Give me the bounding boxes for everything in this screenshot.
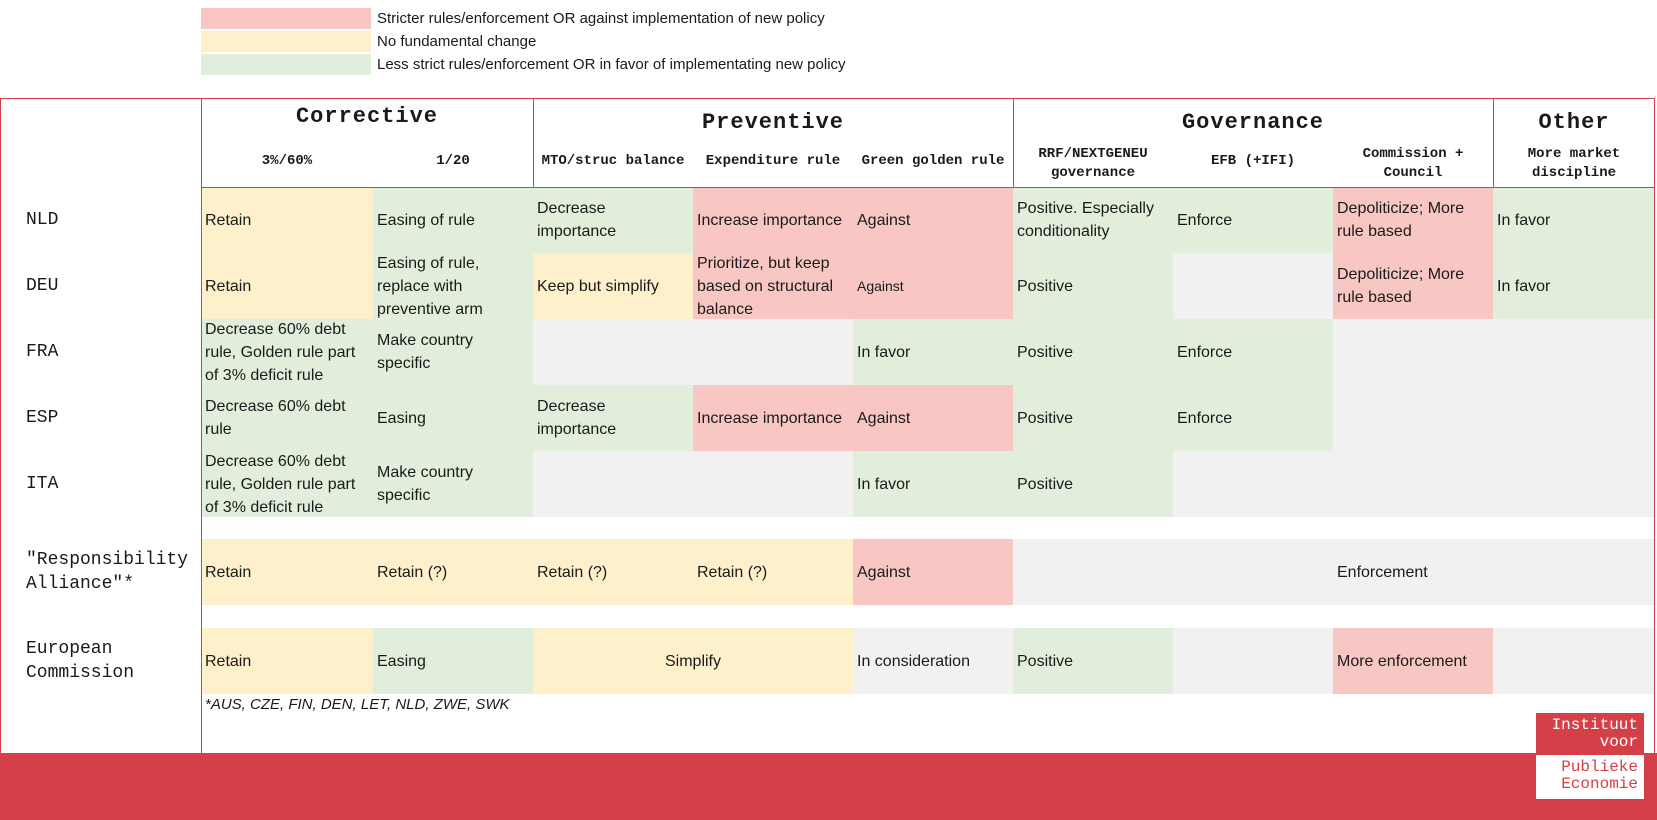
cell-ita-c2: Make country specific bbox=[373, 451, 533, 517]
cell-fra-c8-c9 bbox=[1333, 319, 1654, 385]
cell-ra-c6-c7 bbox=[1013, 539, 1333, 605]
col-header-market-discipline: More market discipline bbox=[1527, 146, 1621, 181]
group-other: Other bbox=[1538, 110, 1610, 135]
col-header-1-20: 1/20 bbox=[436, 152, 470, 169]
cell-ec-c7 bbox=[1173, 628, 1333, 694]
column-divider bbox=[201, 98, 202, 753]
cell-ec-c5: In consideration bbox=[853, 628, 1013, 694]
cell-ra-c2: Retain (?) bbox=[373, 539, 533, 605]
cell-ec-c6: Positive bbox=[1013, 628, 1173, 694]
col-header-commission-council: Commission + Council bbox=[1362, 146, 1464, 181]
legend-swatch-red bbox=[201, 8, 371, 29]
col-header-green-golden: Green golden rule bbox=[861, 152, 1005, 169]
col-header-rrf: RRF/NEXTGENEU governance bbox=[1038, 146, 1148, 181]
legend-item-less-strict bbox=[201, 53, 846, 76]
footer-bar bbox=[0, 753, 1657, 820]
legend-label: Less strict rules/enforcement OR in favor of implementating new policy bbox=[377, 56, 846, 73]
cell-nld-c8: Depoliticize; More rule based bbox=[1333, 187, 1493, 253]
cell-deu-c9: In favor bbox=[1493, 253, 1654, 319]
legend-item-no-change bbox=[201, 30, 846, 53]
cell-ec-c8: More enforcement bbox=[1333, 628, 1493, 694]
cell-ita-c6: Positive bbox=[1013, 451, 1173, 517]
legend-item-stricter bbox=[201, 7, 846, 30]
cell-deu-c7 bbox=[1173, 253, 1333, 319]
cell-esp-c6: Positive bbox=[1013, 385, 1173, 451]
group-preventive: Preventive bbox=[701, 110, 845, 135]
row-label-esp: ESP bbox=[26, 408, 59, 428]
cell-ita-c7-c9 bbox=[1173, 451, 1654, 517]
cell-ec-c1: Retain bbox=[201, 628, 373, 694]
cell-ra-c4: Retain (?) bbox=[693, 539, 853, 605]
cell-deu-c3: Keep but simplify bbox=[533, 253, 693, 319]
cell-esp-c3: Decrease importance bbox=[533, 385, 693, 451]
logo-text: Instituut bbox=[1551, 716, 1638, 734]
cell-ra-c5: Against bbox=[853, 539, 1013, 605]
cell-nld-c7: Enforce bbox=[1173, 187, 1333, 253]
col-header-mto: MTO/struc balance bbox=[541, 152, 685, 169]
cell-fra-c7: Enforce bbox=[1173, 319, 1333, 385]
cell-ita-c5: In favor bbox=[853, 451, 1013, 517]
group-corrective: Corrective bbox=[295, 104, 439, 129]
cell-nld-c6: Positive. Especially conditionality bbox=[1013, 187, 1173, 253]
cell-deu-c8: Depoliticize; More rule based bbox=[1333, 253, 1493, 319]
cell-fra-c3-c4 bbox=[533, 319, 853, 385]
cell-esp-c5: Against bbox=[853, 385, 1013, 451]
cell-ec-c2: Easing bbox=[373, 628, 533, 694]
row-label-european-commission: European Commission bbox=[26, 639, 135, 683]
logo-economie bbox=[1536, 755, 1644, 799]
cell-fra-c1: Decrease 60% debt rule, Golden rule part of 3% deficit rule bbox=[201, 319, 373, 385]
cell-ita-c3-c4 bbox=[533, 451, 853, 517]
cell-deu-c1: Retain bbox=[201, 253, 373, 319]
logo-text: Publieke bbox=[1561, 758, 1638, 776]
row-label-nld: NLD bbox=[26, 210, 59, 230]
cell-ra-c3: Retain (?) bbox=[533, 539, 693, 605]
logo-text: Economie bbox=[1561, 775, 1638, 793]
legend bbox=[201, 7, 846, 76]
cell-esp-c8-c9 bbox=[1333, 385, 1654, 451]
row-label-deu: DEU bbox=[26, 276, 59, 296]
cell-nld-c3: Decrease importance bbox=[533, 187, 693, 253]
cell-nld-c5: Against bbox=[853, 187, 1013, 253]
cell-esp-c1: Decrease 60% debt rule bbox=[201, 385, 373, 451]
cell-esp-c4: Increase importance bbox=[693, 385, 853, 451]
cell-deu-c6: Positive bbox=[1013, 253, 1173, 319]
legend-swatch-yellow bbox=[201, 31, 371, 52]
cell-deu-c5: Against bbox=[853, 253, 1013, 319]
col-header-efb: EFB (+IFI) bbox=[1210, 152, 1295, 169]
cell-nld-c4: Increase importance bbox=[693, 187, 853, 253]
cell-ec-c9 bbox=[1493, 628, 1654, 694]
cell-ra-c1: Retain bbox=[201, 539, 373, 605]
logo-institute bbox=[1536, 713, 1644, 753]
col-header-expenditure: Expenditure rule bbox=[705, 152, 841, 169]
cell-fra-c2: Make country specific bbox=[373, 319, 533, 385]
cell-esp-c7: Enforce bbox=[1173, 385, 1333, 451]
cell-nld-c2: Easing of rule bbox=[373, 187, 533, 253]
cell-esp-c2: Easing bbox=[373, 385, 533, 451]
cell-fra-c5: In favor bbox=[853, 319, 1013, 385]
legend-swatch-green bbox=[201, 54, 371, 75]
cell-deu-c4: Prioritize, but keep based on structural balance bbox=[693, 253, 853, 319]
row-label-fra: FRA bbox=[26, 342, 59, 362]
cell-nld-c9: In favor bbox=[1493, 187, 1654, 253]
row-label-ita: ITA bbox=[26, 474, 59, 494]
logo-text: voor bbox=[1599, 733, 1638, 751]
row-label-responsibility-alliance: "Responsibility Alliance"* bbox=[26, 550, 189, 594]
cell-ra-c8: Enforcement bbox=[1333, 539, 1654, 605]
cell-ec-c3-c4: Simplify bbox=[533, 628, 853, 694]
col-header-3-60: 3%/60% bbox=[261, 152, 313, 169]
cell-ita-c1: Decrease 60% debt rule, Golden rule part of 3% deficit rule bbox=[201, 451, 373, 517]
footnote: *AUS, CZE, FIN, DEN, LET, NLD, ZWE, SWK bbox=[205, 696, 510, 713]
cell-nld-c1: Retain bbox=[201, 187, 373, 253]
cell-fra-c6: Positive bbox=[1013, 319, 1173, 385]
legend-label: No fundamental change bbox=[377, 33, 537, 50]
header-divider bbox=[201, 187, 1655, 188]
legend-label: Stricter rules/enforcement OR against implementation of new policy bbox=[377, 10, 825, 27]
cell-deu-c2: Easing of rule, replace with preventive arm bbox=[373, 253, 533, 319]
group-governance: Governance bbox=[1181, 110, 1325, 135]
